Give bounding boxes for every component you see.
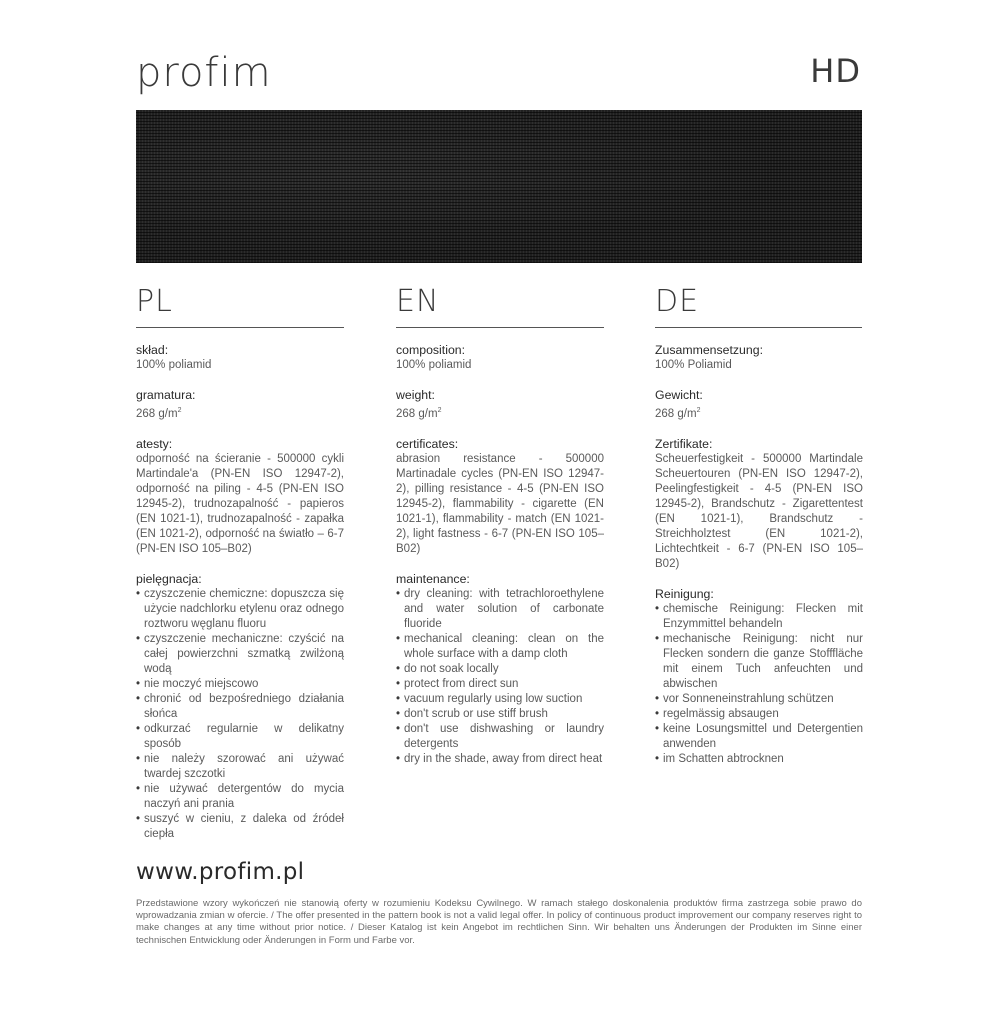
care-label: pielęgnacja: [136,571,202,586]
care-item: • odkurzać regularnie w delikatny sposób [136,722,344,752]
care-item: • keine Losungsmittel und Detergentien anwenden [655,722,863,752]
care-item: • protect from direct sun [396,677,604,692]
care-list [136,587,344,842]
divider [655,327,862,328]
care-item: • vor Sonneneinstrahlung schützen [655,692,863,707]
fabric-swatch-image [136,110,862,263]
weight-label: weight: [396,388,435,402]
weight-exponent: 2 [177,407,182,414]
care-list [396,587,604,767]
care-item: • chronić od bezpośredniego działania słońca [136,692,344,722]
weight-value [136,403,344,422]
care-item: • im Schatten abtrocknen [655,752,863,767]
care-item: • nie używać detergentów do mycia naczyń ani prania [136,782,344,812]
composition-label: skład: [136,343,169,357]
language-heading: PL [136,284,173,319]
care-item: • mechanische Reinigung: nicht nur Flecken sondern die ganze Stofffläche mit einem Tuch anfeuchten und abwischen [655,632,863,692]
care-label: Reinigung: [655,586,714,601]
certificates-value: abrasion resistance - 500000 Martinadale cycles (PN-EN ISO 12947-2), pilling resistance - 4-5 (PN-EN ISO 12945-2), flammability - cigarette (EN 1021-1), flammability - match (EN 1021-2), light fastness - 6-7 (PN-EN ISO 105–B02) [396,452,604,555]
care-item: • dry in the shade, away from direct heat [396,752,604,767]
weight-exponent: 2 [696,407,701,414]
care-item: • mechanical cleaning: clean on the whole surface with a damp cloth [396,632,604,662]
care-item: • dry cleaning: with tetrachloroethylene and water solution of carbonate fluoride [396,587,604,632]
care-item: • do not soak locally [396,662,604,677]
certificates-label: Zertifikate: [655,436,713,451]
certificates-value: Scheuerfestigkeit - 500000 Martindale Scheuertouren (PN-EN ISO 12947-2), Peelingfestigkeit - 4-5 (PN-EN ISO 12945-2), Brandschutz - Zigarettentest (EN 1021-1), Brandschutz - Streichholztest (EN 1021-2), Lichtechtkeit - 6-7 (PN-EN ISO 105–B02) [655,452,863,570]
fabric-code: HD [810,52,861,90]
language-heading: DE [655,284,700,319]
care-item: • regelmässig absaugen [655,707,863,722]
care-item: • don't use dishwashing or laundry detergents [396,722,604,752]
composition-label: composition: [396,343,466,357]
composition-value: 100% Poliamid [655,359,732,371]
brand-logo: profim [136,50,272,96]
care-label: maintenance: [396,571,470,586]
legal-disclaimer: Przedstawione wzory wykończeń nie stanowią oferty w rozumieniu Kodeksu Cywilnego. W ramach stałego doskonalenia produktów firma zastrzega sobie prawo do wprowadzania zmian w ofercie. / The offer presented in the pattern book is not a valid legal offer. In policy of continuous product improvement our company reserves right to make changes at any time without prior notice. / Dieser Katalog ist kein Angebot im rechtlichen Sinn. Wir behalten uns Änderungen der Produkten im Sinne einer technischen Entwicklung oder Änderungen in Form und Farbe vor. [136,898,862,946]
care-item: • nie moczyć miejscowo [136,677,344,692]
weight-value [396,403,604,422]
care-item: • czyszczenie mechaniczne: czyścić na całej powierzchni szmatką zwilżoną wodą [136,632,344,677]
care-item: • vacuum regularly using low suction [396,692,604,707]
care-item: • chemische Reinigung: Flecken mit Enzymmittel behandeln [655,602,863,632]
weight-label: gramatura: [136,388,196,402]
language-heading: EN [396,284,440,319]
care-list [655,602,863,767]
care-item: • suszyć w cieniu, z daleka od źródeł ciepła [136,812,344,842]
care-item: • czyszczenie chemiczne: dopuszcza się użycie nadchlorku etylenu oraz odnego roztworu węglanu fluoru [136,587,344,632]
composition-label: Zusammensetzung: [655,343,763,357]
divider [136,327,344,328]
certificates-label: certificates: [396,436,459,451]
column-en [396,283,604,767]
column-pl [136,283,344,842]
weight-label: Gewicht: [655,388,703,402]
weight-number: 268 g/m [396,407,438,420]
certificates-label: atesty: [136,436,173,451]
weight-value [655,403,863,422]
weight-number: 268 g/m [136,407,178,420]
weight-number: 268 g/m [655,407,697,420]
website-link[interactable]: www.profim.pl [136,859,305,885]
certificates-value: odporność na ścieranie - 500000 cykli Martindale'a (PN-EN ISO 12947-2), odporność na piling - 4-5 (PN-EN ISO 12945-2), trudnozapalność - papieros (EN 1021-1), trudnozapalność - zapałka (EN 1021-2), odporność na światło – 6-7 (PN-EN ISO 105–B02) [136,452,344,555]
weight-exponent: 2 [437,407,442,414]
divider [396,327,604,328]
composition-value: 100% poliamid [136,359,212,371]
composition-value: 100% poliamid [396,359,472,371]
care-item: • nie należy szorować ani używać twardej szczotki [136,752,344,782]
care-item: • don't scrub or use stiff brush [396,707,604,722]
column-de [655,283,863,767]
